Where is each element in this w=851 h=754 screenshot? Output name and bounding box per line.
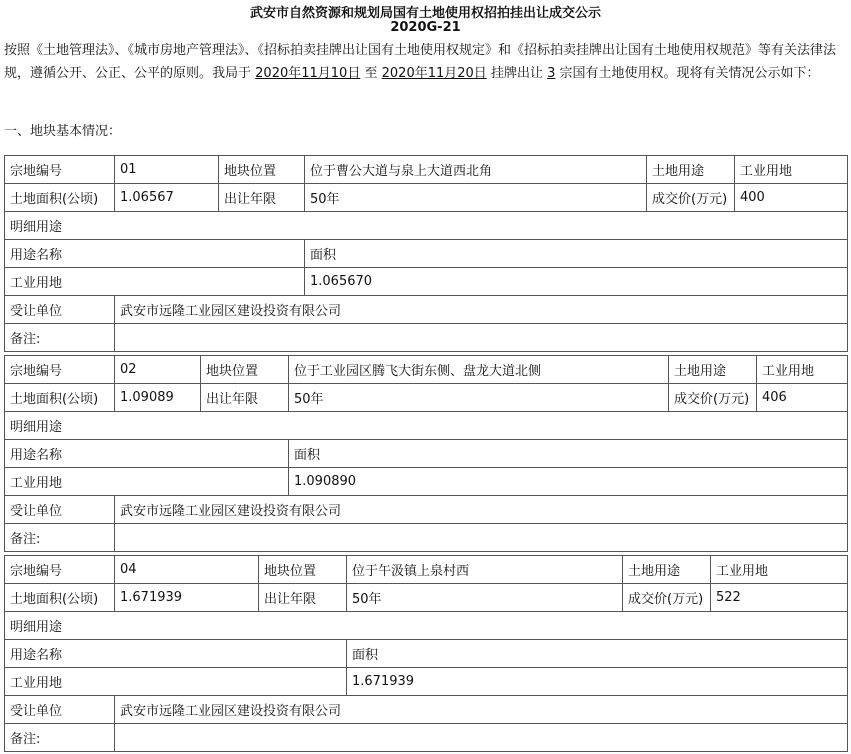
section-heading: 一、地块基本情况：	[4, 124, 122, 139]
detail-use-label: 明细用途	[5, 412, 848, 440]
area-short-label: 面积	[305, 240, 848, 268]
area-value: 1.671939	[115, 584, 259, 612]
page-title: 武安市自然资源和规划局国有土地使用权招拍挂出让成交公示	[249, 6, 601, 21]
price-label: 成交价(万元)	[669, 384, 757, 412]
price-value: 522	[711, 584, 848, 612]
table-row	[5, 440, 848, 468]
table-row	[5, 556, 848, 584]
announcement-code: 2020G-21	[390, 20, 461, 35]
table-row	[5, 584, 848, 612]
parcel-no-label: 宗地编号	[5, 356, 115, 384]
parcel-no-label: 宗地编号	[5, 156, 115, 184]
use-name-label: 用途名称	[5, 640, 347, 668]
intro-mid: 挂牌出让	[490, 65, 543, 81]
area-value: 1.09089	[115, 384, 201, 412]
parcel-no-value: 04	[115, 556, 259, 584]
table-row	[5, 184, 848, 212]
intro-suffix: 宗国有土地使用权。现将有关情况公示如下：	[559, 65, 820, 81]
location-value: 位于工业园区腾飞大街东侧、盘龙大道北侧	[289, 356, 669, 384]
detail-use-area: 1.671939	[347, 668, 848, 696]
parcel-table	[4, 555, 848, 752]
remark-value	[115, 324, 848, 352]
table-row	[5, 524, 848, 552]
table-row	[5, 640, 848, 668]
parcel-count: 3	[547, 65, 556, 81]
table-row	[5, 268, 848, 296]
term-value: 50年	[289, 384, 669, 412]
table-row	[5, 356, 848, 384]
detail-use-name: 工业用地	[5, 268, 305, 296]
remark-value	[115, 724, 848, 752]
location-value: 位于曹公大道与泉上大道西北角	[305, 156, 647, 184]
area-short-label: 面积	[289, 440, 848, 468]
area-label: 土地面积(公顷)	[5, 384, 115, 412]
remark-value	[115, 524, 848, 552]
grantee-value: 武安市远隆工业园区建设投资有限公司	[115, 296, 848, 324]
detail-use-area: 1.065670	[305, 268, 848, 296]
parcel-table	[4, 355, 848, 552]
land-use-value: 工业用地	[711, 556, 848, 584]
start-date: 2020年11月10日	[255, 65, 361, 81]
price-label: 成交价(万元)	[623, 584, 711, 612]
intro-prefix: 按照《土地管理法》、《城市房地产管理法》、《招标拍卖挂牌出让国有土地使用权规定》和《招标拍卖挂牌出让国有土地使用权规范》等有关法律法规，遵循公开、公正、公平的原则。我局于	[4, 43, 837, 81]
price-value: 400	[735, 184, 848, 212]
intro-paragraph	[4, 40, 846, 85]
end-date: 2020年11月20日	[381, 65, 487, 81]
term-value: 50年	[347, 584, 623, 612]
table-row	[5, 668, 848, 696]
location-value: 位于午汲镇上泉村西	[347, 556, 623, 584]
table-row	[5, 412, 848, 440]
table-row	[5, 696, 848, 724]
detail-use-label: 明细用途	[5, 212, 848, 240]
parcel-table	[4, 155, 848, 352]
detail-use-area: 1.090890	[289, 468, 848, 496]
intro-to: 至	[364, 65, 378, 81]
parcel-no-value: 02	[115, 356, 201, 384]
land-use-label: 土地用途	[669, 356, 757, 384]
term-label: 出让年限	[201, 384, 289, 412]
land-use-label: 土地用途	[623, 556, 711, 584]
location-label: 地块位置	[201, 356, 289, 384]
remark-label: 备注:	[5, 324, 115, 352]
area-value: 1.06567	[115, 184, 219, 212]
area-label: 土地面积(公顷)	[5, 184, 115, 212]
grantee-label: 受让单位	[5, 496, 115, 524]
table-row	[5, 724, 848, 752]
land-use-label: 土地用途	[647, 156, 735, 184]
location-label: 地块位置	[219, 156, 305, 184]
use-name-label: 用途名称	[5, 240, 305, 268]
table-row	[5, 384, 848, 412]
table-row	[5, 496, 848, 524]
land-use-value: 工业用地	[757, 356, 848, 384]
grantee-value: 武安市远隆工业园区建设投资有限公司	[115, 496, 848, 524]
parcel-no-label: 宗地编号	[5, 556, 115, 584]
table-row	[5, 468, 848, 496]
grantee-value: 武安市远隆工业园区建设投资有限公司	[115, 696, 848, 724]
detail-use-label: 明细用途	[5, 612, 848, 640]
table-row	[5, 240, 848, 268]
table-row	[5, 156, 848, 184]
term-value: 50年	[305, 184, 647, 212]
term-label: 出让年限	[219, 184, 305, 212]
detail-use-name: 工业用地	[5, 468, 289, 496]
term-label: 出让年限	[259, 584, 347, 612]
parcel-no-value: 01	[115, 156, 219, 184]
table-row	[5, 212, 848, 240]
price-value: 406	[757, 384, 848, 412]
table-row	[5, 296, 848, 324]
table-row	[5, 612, 848, 640]
detail-use-name: 工业用地	[5, 668, 347, 696]
land-use-value: 工业用地	[735, 156, 848, 184]
use-name-label: 用途名称	[5, 440, 289, 468]
table-row	[5, 324, 848, 352]
grantee-label: 受让单位	[5, 696, 115, 724]
location-label: 地块位置	[259, 556, 347, 584]
remark-label: 备注:	[5, 524, 115, 552]
price-label: 成交价(万元)	[647, 184, 735, 212]
area-short-label: 面积	[347, 640, 848, 668]
area-label: 土地面积(公顷)	[5, 584, 115, 612]
remark-label: 备注:	[5, 724, 115, 752]
grantee-label: 受让单位	[5, 296, 115, 324]
